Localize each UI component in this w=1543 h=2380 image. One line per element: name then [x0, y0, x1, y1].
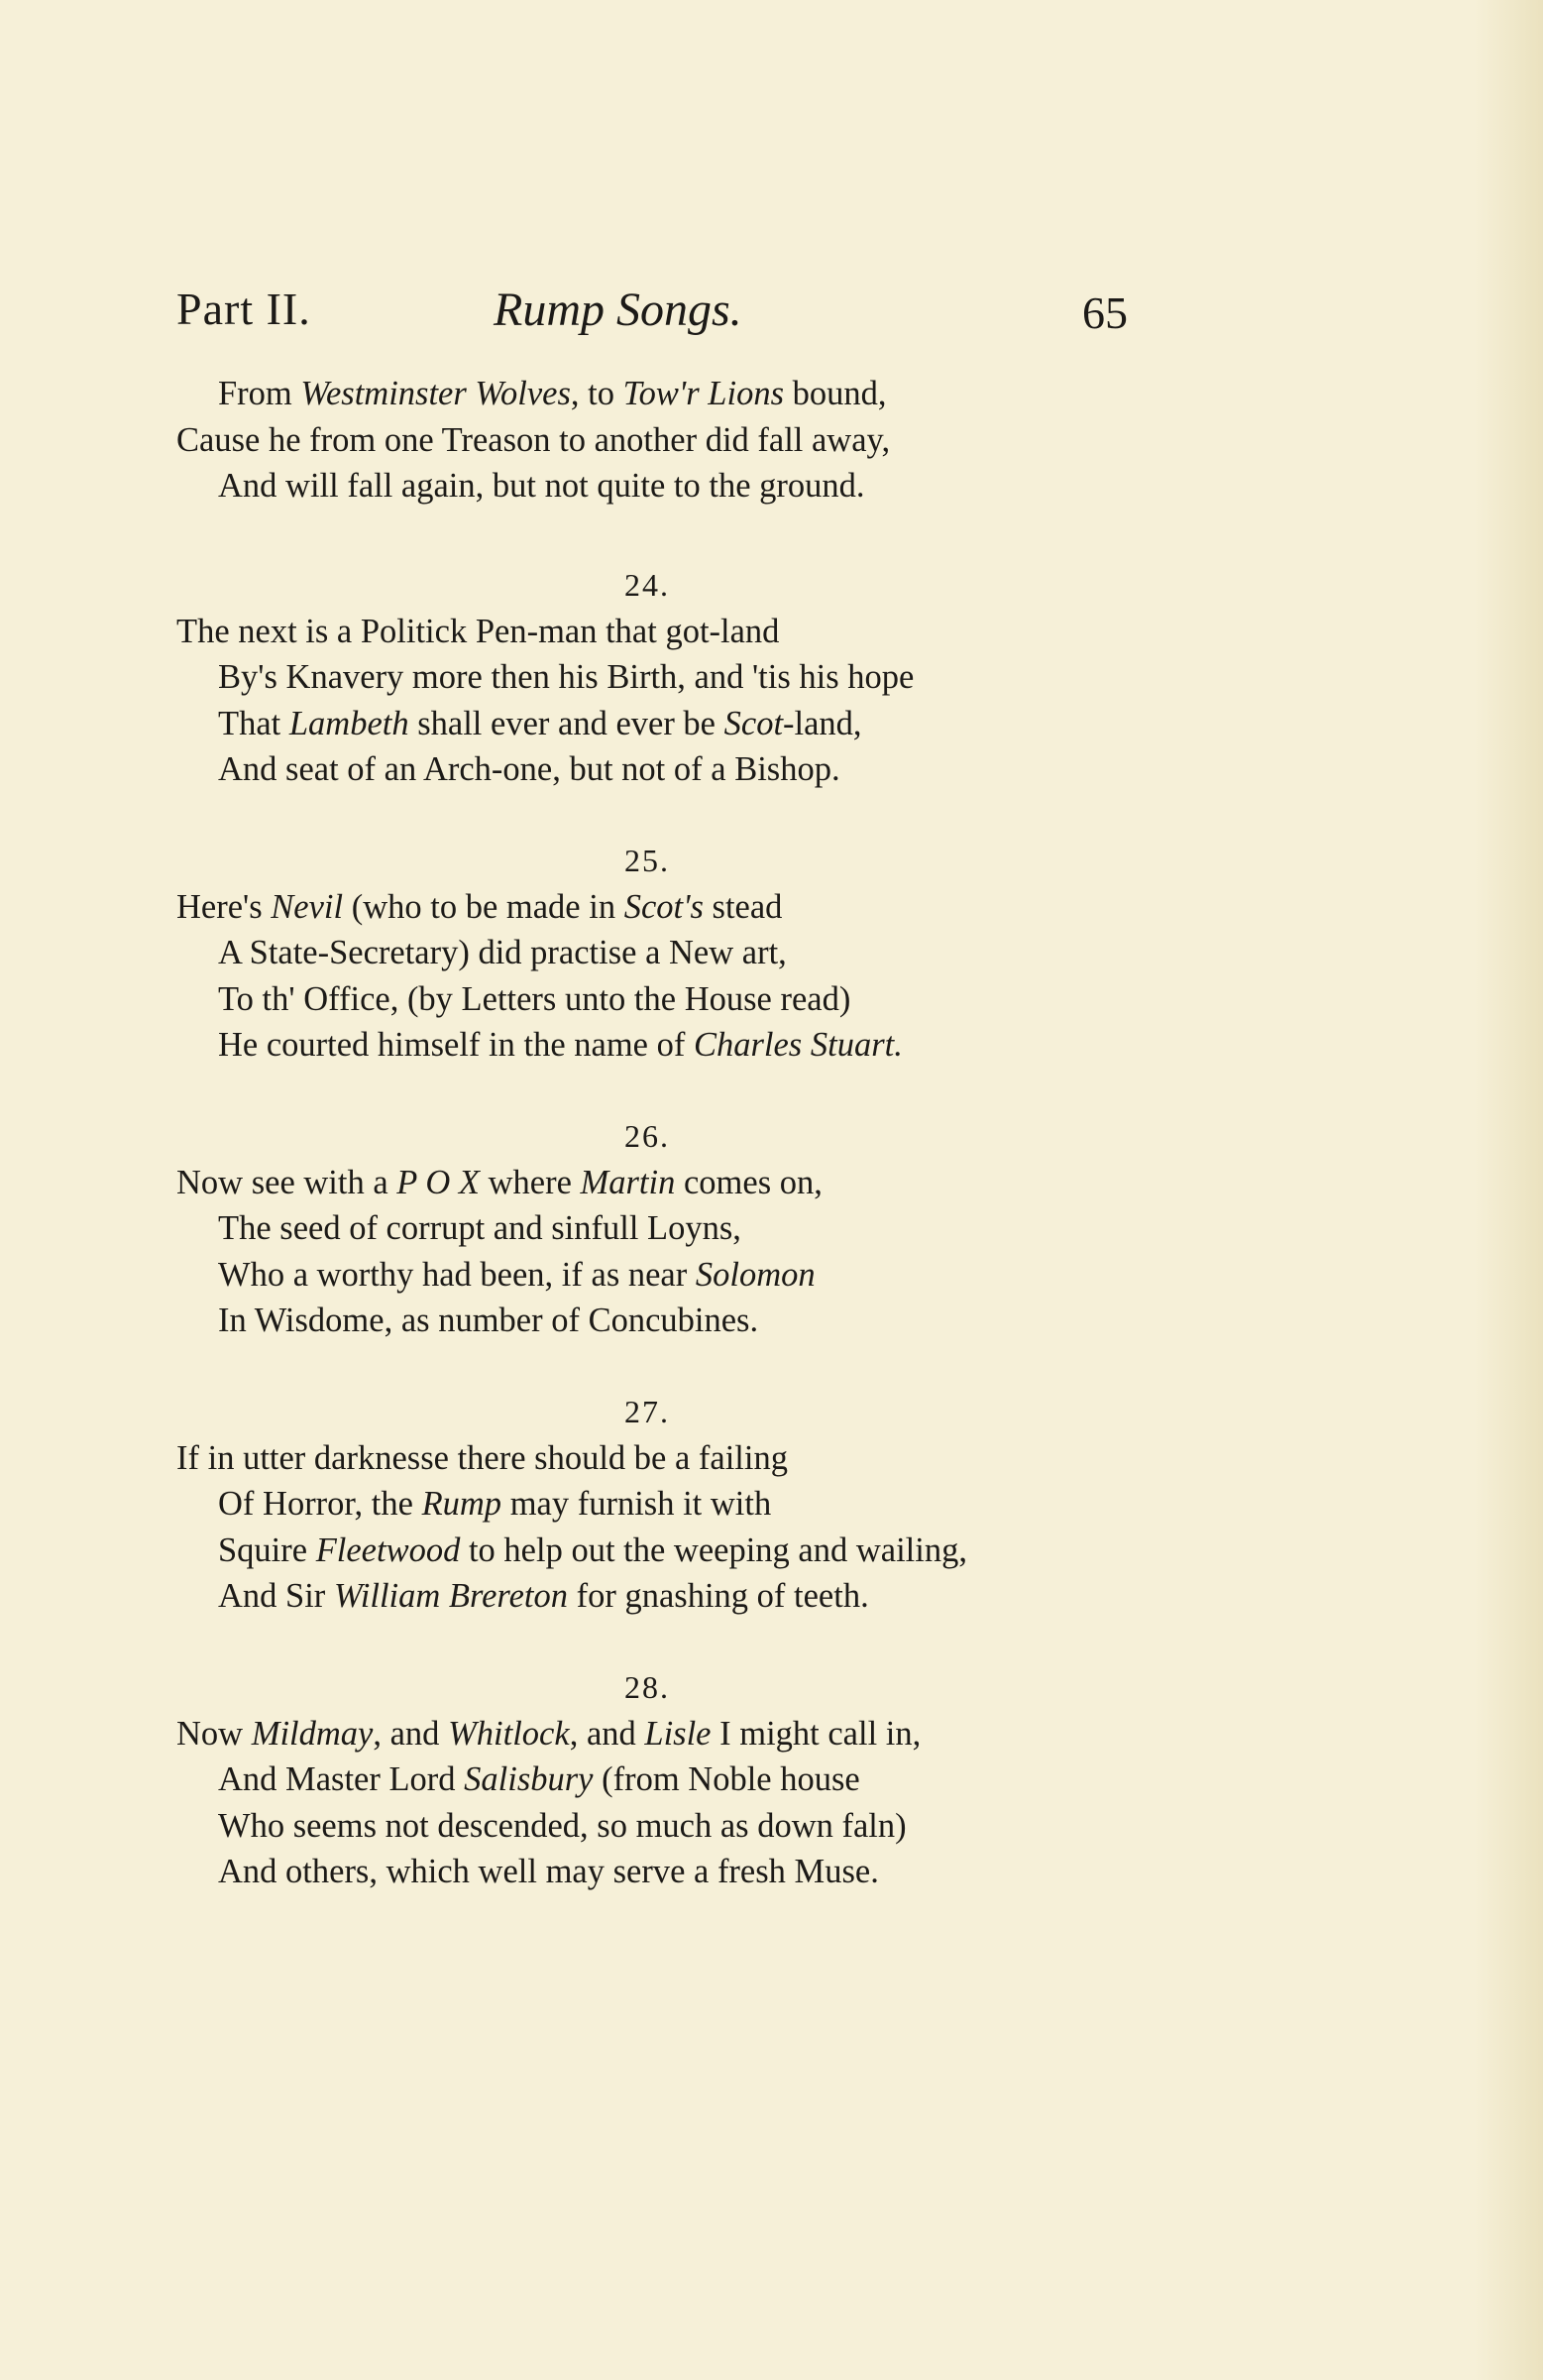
text-segment: , and	[569, 1714, 645, 1753]
text-segment: may furnish it with	[501, 1485, 772, 1523]
text-segment: (from Noble house	[593, 1760, 860, 1798]
verse-line	[176, 1573, 1167, 1620]
verse-line	[176, 463, 1167, 510]
text-segment: Of Horror, the	[218, 1485, 422, 1523]
italic-segment: Nevil	[271, 887, 344, 926]
page-number: 65	[1082, 287, 1128, 338]
text-segment: And others, which well may serve a fresh Muse.	[218, 1853, 879, 1890]
text-segment: Now	[176, 1714, 252, 1753]
verse-line	[176, 1435, 1167, 1482]
verse-line	[176, 1298, 1167, 1344]
text-segment: -land,	[783, 704, 862, 742]
text-segment: The seed of corrupt and sinfull Loyns,	[218, 1209, 741, 1247]
verse-line	[176, 1803, 1167, 1850]
text-segment: Now see with a	[176, 1163, 397, 1201]
text-segment: bound,	[784, 375, 887, 412]
text-segment: And Sir	[218, 1577, 334, 1615]
text-segment: And will fall again, but not quite to the ground.	[218, 467, 865, 505]
text-segment: Who seems not descended, so much as down faln)	[218, 1806, 907, 1845]
italic-segment: Whitlock	[448, 1714, 570, 1753]
stanza-number: 27.	[624, 1393, 670, 1429]
stanza-number: 24.	[624, 566, 670, 603]
text-segment: By's Knavery more then his Birth, and 'tis his hope	[218, 658, 915, 696]
text-segment: The next is a Politick Pen-man that got-land	[176, 612, 780, 650]
italic-segment: Solomon	[695, 1255, 816, 1294]
verse-line	[176, 1205, 1167, 1252]
text-segment: Cause he from one Treason to another did fall away,	[176, 420, 891, 459]
text-segment: A State-Secretary) did practise a New art,	[218, 934, 787, 971]
text-segment: for gnashing of teeth.	[567, 1577, 869, 1615]
text-segment: I might call in,	[711, 1714, 922, 1753]
text-segment: If in utter darknesse there should be a failing	[176, 1438, 788, 1477]
verse-line	[176, 1022, 1167, 1069]
italic-segment: Westminster Wolves	[300, 375, 571, 412]
italic-segment: Lambeth	[288, 704, 409, 742]
italic-segment: Charles Stuart.	[693, 1026, 903, 1064]
part-label: Part II.	[176, 283, 311, 334]
stanza-number: 25.	[624, 842, 670, 878]
running-title: Rump Songs.	[494, 283, 742, 336]
verse-line	[176, 654, 1167, 701]
verse-line	[176, 1528, 1167, 1574]
stanza-number: 28.	[624, 1668, 670, 1705]
verse-line	[176, 371, 1167, 417]
stanza	[176, 1388, 1167, 1620]
text-segment: That	[218, 704, 289, 742]
italic-segment: P O X	[396, 1163, 480, 1201]
italic-segment: Martin	[580, 1163, 676, 1201]
text-segment: , to	[570, 375, 623, 412]
text-segment: (who to be made in	[343, 887, 624, 926]
italic-segment: Scot	[723, 704, 784, 742]
italic-segment: Mildmay	[251, 1714, 374, 1753]
text-segment: to help out the weeping and wailing,	[460, 1530, 967, 1569]
text-segment: , and	[373, 1714, 449, 1753]
text-segment: where	[479, 1163, 581, 1201]
stanza	[176, 837, 1167, 1069]
verse-line	[176, 1160, 1167, 1206]
verse-line	[176, 746, 1167, 793]
italic-segment: Fleetwood	[315, 1530, 461, 1569]
text-segment: comes on,	[675, 1163, 823, 1201]
verse-line	[176, 1252, 1167, 1299]
text-segment: And seat of an Arch-one, but not of a Bishop.	[218, 750, 840, 788]
italic-segment: William Brereton	[333, 1577, 568, 1615]
verse-line	[176, 976, 1167, 1023]
text-segment: stead	[703, 887, 783, 926]
verse-line	[176, 930, 1167, 976]
text-segment: And Master Lord	[218, 1760, 465, 1798]
text-segment: To th' Office, (by Letters unto the House read)	[218, 979, 851, 1018]
text-segment: From	[218, 375, 301, 412]
italic-segment: Lisle	[644, 1714, 712, 1753]
verse-line	[176, 1849, 1167, 1895]
italic-segment: Rump	[421, 1485, 502, 1523]
verse-line	[176, 609, 1167, 655]
verse-line	[176, 884, 1167, 931]
verse-line	[176, 1711, 1167, 1757]
stanza	[176, 1112, 1167, 1344]
poem-body	[176, 371, 1167, 1895]
stanza	[176, 1663, 1167, 1895]
verse-line	[176, 417, 1167, 464]
stanza	[176, 561, 1167, 793]
italic-segment: Scot's	[623, 887, 704, 926]
running-header	[176, 283, 1128, 352]
text-segment: In Wisdome, as number of Concubines.	[218, 1302, 759, 1339]
text-segment: Here's	[176, 887, 272, 926]
italic-segment: Salisbury	[464, 1760, 594, 1798]
text-segment: shall ever and ever be	[408, 704, 724, 742]
italic-segment: Tow'r Lions	[622, 375, 785, 412]
verse-line	[176, 701, 1167, 747]
stanza-number: 26.	[624, 1117, 670, 1154]
text-segment: Squire	[218, 1530, 316, 1569]
verse-line	[176, 1481, 1167, 1528]
verse-line	[176, 1757, 1167, 1803]
stanza	[176, 371, 1167, 510]
page-edge-shadow	[1474, 0, 1543, 2380]
text-segment: He courted himself in the name of	[218, 1026, 694, 1064]
text-segment: Who a worthy had been, if as near	[218, 1255, 696, 1294]
